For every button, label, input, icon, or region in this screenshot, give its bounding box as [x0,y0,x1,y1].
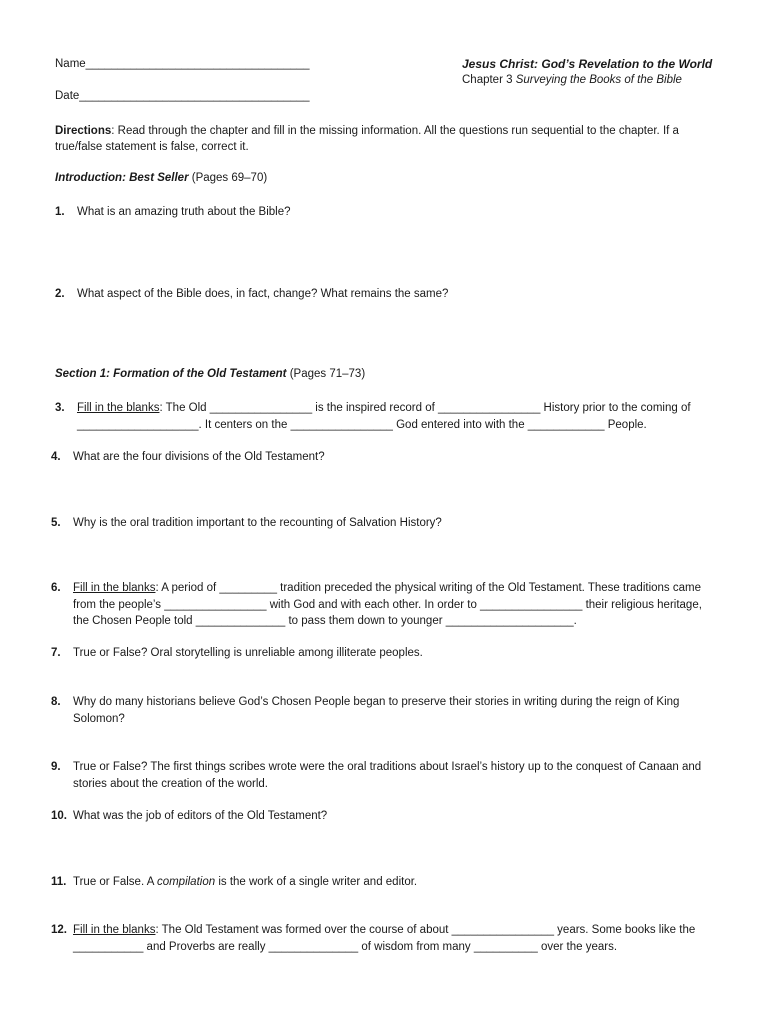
question-text-before: True or False. A [73,876,157,888]
section-1-pages: (Pages 71–73) [286,368,366,380]
section-intro-pages: (Pages 69–70) [188,172,268,184]
name-field[interactable]: Name___________________________________ [55,58,310,70]
section-1-heading [55,368,365,380]
fill-in-label: Fill in the blanks [77,402,160,414]
question-text [77,400,725,433]
question-9 [51,759,721,792]
fill-in-label: Fill in the blanks [73,924,156,936]
question-number: 8. [51,696,61,708]
question-text-after: is the work of a single writer and editor. [215,876,418,888]
section-intro-title: Introduction: Best Seller [55,172,189,184]
question-number: 10. [51,810,67,822]
question-text: What aspect of the Bible does, in fact, change? What remains the same? [77,288,449,300]
question-number: 5. [51,517,61,529]
question-text: True or False? The first things scribes wrote were the oral traditions about Israel’s history up to the conquest of Canaan and stories about the creation of the world. [73,761,702,790]
question-term: compilation [156,876,216,888]
question-12 [51,922,721,955]
question-text [73,874,721,891]
question-text: Why is the oral tradition important to the recounting of Salvation History? [73,517,442,529]
directions-text: : Read through the chapter and fill in the missing information. All the questions run sequential to the chapter. If a true/false statement is false, correct it. [55,125,679,153]
question-4 [51,449,721,466]
question-text [73,922,721,955]
question-5 [51,515,721,532]
question-body: : The Old Testament was formed over the course of about ________________ years. Some books like the ___________ and Proverbs are really ______________ of wisdom from many __________ over the years. [73,924,696,953]
fill-in-label: Fill in the blanks [73,582,156,594]
question-number: 9. [51,761,61,773]
question-10 [51,808,721,825]
question-number: 6. [51,582,61,594]
directions-label: Directions [55,125,112,137]
question-number: 3. [55,402,65,414]
section-1-title: Section 1: Formation of the Old Testament [55,368,287,380]
section-intro-heading [55,172,267,184]
chapter-title: Surveying the Books of the Bible [515,74,682,86]
question-11 [51,874,721,891]
question-text: What was the job of editors of the Old Testament? [73,810,328,822]
question-text: True or False? Oral storytelling is unreliable among illiterate peoples. [73,647,423,659]
question-6 [51,580,721,630]
directions [55,123,705,155]
question-1 [55,204,725,221]
chapter-subtitle [462,74,682,86]
question-8 [51,694,721,727]
question-text: What is an amazing truth about the Bible? [77,206,291,218]
question-number: 2. [55,288,65,300]
question-text [73,580,721,630]
chapter-prefix: Chapter 3 [462,74,516,86]
date-field[interactable]: Date____________________________________ [55,90,310,102]
question-number: 11. [51,876,67,888]
question-text: Why do many historians believe God’s Chosen People began to preserve their stories in writing during the reign of King Solomon? [73,696,680,725]
question-text: What are the four divisions of the Old Testament? [73,451,325,463]
question-3 [55,400,725,433]
course-title: Jesus Christ: God’s Revelation to the World [462,57,713,71]
question-number: 7. [51,647,61,659]
question-number: 4. [51,451,61,463]
question-body: : The Old ________________ is the inspired record of ________________ History prior to the coming of ___________________. It centers on the ________________ God entered into with the ____________ People. [77,402,691,431]
question-number: 12. [51,924,67,936]
question-7 [51,645,721,662]
question-body: : A period of _________ tradition preceded the physical writing of the Old Testament. These traditions came from the people’s ________________ with God and with each other. In order to ________________ their religious heritage, the Chosen People told ______________ to pass them down to younger ____________________. [73,582,702,627]
question-2 [55,286,725,303]
question-number: 1. [55,206,65,218]
